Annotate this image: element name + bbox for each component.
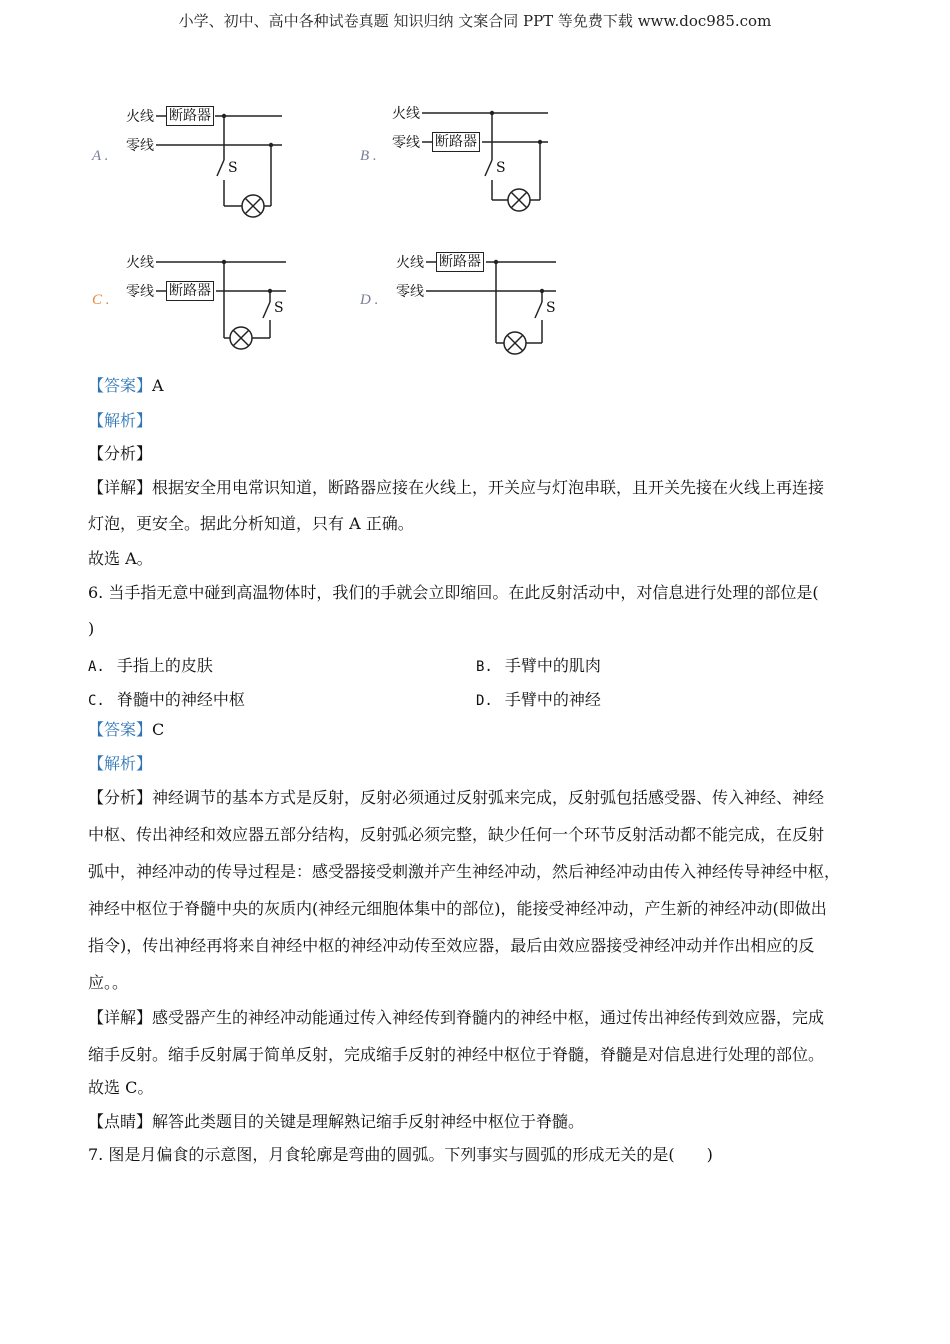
circuit-diagram-c [90,248,300,358]
detail-text: 根据安全用电常识知道，断路器应接在火线上，开关应与灯泡串联，且开关先接在火线上再连接 [152,478,825,497]
q6-stem-2: ) [88,619,95,638]
switch-label: S [228,160,238,176]
answer-value: A [152,376,164,395]
q6-dianjing [88,1112,584,1132]
breaker-box: 断路器 [166,281,214,301]
neutral-wire-label: 零线 [126,284,154,300]
q6-detail-1 [88,1008,824,1028]
live-wire-label: 火线 [392,106,420,122]
q6-fenxi-2: 中枢、传出神经和效应器五部分结构，反射弧必须完整，缺少任何一个环节反射活动都不能完成，在反射 [88,825,825,844]
answer-tag: 【答案】 [88,376,153,395]
option-letter: C. [88,693,105,709]
detail-tag: 【详解】 [88,478,153,497]
option-c-label: C . [92,292,110,308]
q6-stem-1: 6. 当手指无意中碰到高温物体时，我们的手就会立即缩回。在此反射活动中，对信息进行处理的部位是( [88,583,819,602]
detail-tag: 【详解】 [88,1008,153,1027]
breaker-box: 断路器 [432,132,480,152]
fenxi-text: 神经调节的基本方式是反射，反射必须通过反射弧来完成，反射弧包括感受器、传入神经、神经 [152,788,825,807]
circuit-diagram-d [358,248,568,358]
q6-answer [88,720,164,740]
option-text: 手指上的皮肤 [116,656,213,675]
q5-choice: 故选 A。 [88,549,153,568]
option-text: 手臂中的神经 [504,690,601,709]
switch-label: S [546,300,556,316]
q6-option-b [476,653,601,676]
q6-fenxi-1 [88,788,824,808]
option-letter: B. [476,659,493,675]
q6-option-d [476,687,601,710]
q6-option-a [88,653,213,676]
dianjing-tag: 【点睛】 [88,1112,153,1131]
option-d-label: D . [360,292,379,308]
q6-detail-2: 缩手反射。缩手反射属于简单反射，完成缩手反射的神经中枢位于脊髓，脊髓是对信息进行处理的部位。 [88,1045,825,1064]
q6-fenxi-6: 应。。 [88,973,129,992]
breaker-box: 断路器 [436,252,484,272]
circuit-diagram-a [90,98,290,218]
q5-detail-2: 灯泡，更安全。据此分析知道，只有 A 正确。 [88,514,414,533]
answer-value: C [152,720,165,739]
q7-stem: 7. 图是月偏食的示意图，月食轮廓是弯曲的圆弧。下列事实与圆弧的形成无关的是( ) [88,1145,713,1164]
breaker-box: 断路器 [166,106,214,126]
option-text: 手臂中的肌肉 [504,656,601,675]
q6-choice: 故选 C。 [88,1078,154,1097]
circuit-c-wires [90,248,300,358]
circuit-b-wires [358,98,558,218]
option-letter: D. [476,693,493,709]
q6-option-c [88,687,245,710]
option-text: 脊髓中的神经中枢 [116,690,245,709]
live-wire-label: 火线 [396,255,424,271]
q5-fenxi-tag: 【分析】 [88,444,153,463]
neutral-wire-label: 零线 [126,138,154,154]
page-header: 小学、初中、高中各种试卷真题 知识归纳 文案合同 PPT 等免费下载 www.doc985.com [178,12,772,30]
answer-tag: 【答案】 [88,720,153,739]
q6-fenxi-5: 指令)，传出神经再将来自神经中枢的神经冲动传至效应器，最后由效应器接受神经冲动并作出相应的反 [88,936,815,955]
q5-analysis-tag: 【解析】 [88,411,153,430]
live-wire-label: 火线 [126,109,154,125]
switch-label: S [274,300,284,316]
switch-label: S [496,160,506,176]
live-wire-label: 火线 [126,255,154,271]
option-b-label: B . [360,148,377,164]
detail-text: 感受器产生的神经冲动能通过传入神经传到脊髓内的神经中枢，通过传出神经传到效应器，完成 [152,1008,825,1027]
neutral-wire-label: 零线 [392,135,420,151]
dianjing-text: 解答此类题目的关键是理解熟记缩手反射神经中枢位于脊髓。 [152,1112,585,1131]
q5-detail-1 [88,478,824,498]
q6-fenxi-4: 神经中枢位于脊髓中央的灰质内(神经元细胞体集中的部位)，能接受神经冲动，产生新的神经冲动(即做出 [88,899,827,918]
q6-analysis-tag: 【解析】 [88,754,153,773]
neutral-wire-label: 零线 [396,284,424,300]
q6-fenxi-3: 弧中，神经冲动的传导过程是：感受器接受刺激并产生神经冲动，然后神经冲动由传入神经传导神经中枢， [88,862,841,881]
circuit-diagram-b [358,98,558,218]
option-letter: A. [88,659,105,675]
fenxi-tag: 【分析】 [88,788,153,807]
option-a-label: A . [92,148,109,164]
q5-answer [88,376,164,396]
